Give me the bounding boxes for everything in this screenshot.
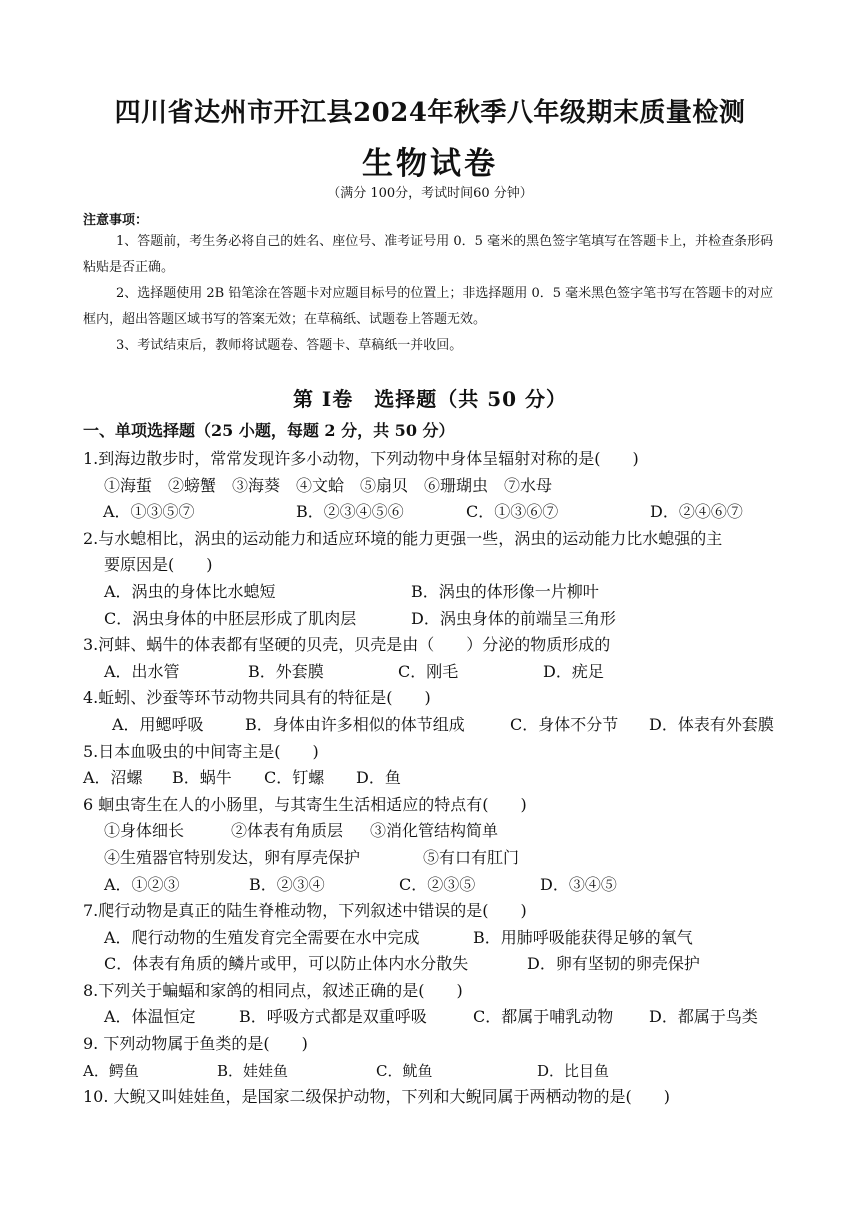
question-4-option-a[interactable]: A．用鳃呼吸 bbox=[112, 714, 204, 734]
question-2-option-d[interactable]: D．涡虫身体的前端呈三角形 bbox=[411, 608, 616, 628]
question-1-option-b[interactable]: B．②③④⑤⑥ bbox=[296, 502, 404, 522]
question-8-option-d[interactable]: D．都属于鸟类 bbox=[649, 1007, 758, 1027]
question-2-stem-cont: 要原因是( ) bbox=[104, 555, 213, 575]
note-item-3: 3、考试结束后，教师将试题卷、答题卡、草稿纸一并收回。 bbox=[116, 338, 463, 353]
question-1-option-a[interactable]: A．①③⑤⑦ bbox=[103, 502, 195, 522]
question-9-option-d[interactable]: D．比目鱼 bbox=[537, 1061, 610, 1080]
question-6-option-a[interactable]: A．①②③ bbox=[104, 874, 180, 894]
question-5-stem: 5.日本血吸虫的中间寄主是( ) bbox=[83, 741, 319, 761]
question-10-stem: 10. 大鲵又叫娃娃鱼，是国家二级保护动物，下列和大鲵同属于两栖动物的是( ) bbox=[83, 1087, 671, 1107]
question-2-options-row2 bbox=[83, 606, 793, 633]
question-7-options-row1 bbox=[83, 925, 793, 952]
question-4-option-d[interactable]: D．体表有外套膜 bbox=[649, 714, 774, 734]
question-6-item-5: ⑤有口有肛门 bbox=[423, 847, 520, 867]
section-title: 第 Ⅰ卷 选择题（共 50 分） bbox=[292, 387, 568, 411]
question-3-options bbox=[83, 659, 793, 686]
question-7-option-b[interactable]: B．用肺呼吸能获得足够的氧气 bbox=[473, 927, 693, 947]
question-9-option-b[interactable]: B．娃娃鱼 bbox=[217, 1061, 289, 1080]
question-5-option-b[interactable]: B．蜗牛 bbox=[172, 768, 232, 788]
question-2-options-row1 bbox=[83, 579, 793, 606]
part-heading: 一、单项选择题（25 小题，每题 2 分，共 50 分） bbox=[83, 421, 455, 440]
question-1-items: ①海蜇 ②螃蟹 ③海葵 ④文蛤 ⑤扇贝 ⑥珊瑚虫 ⑦水母 bbox=[104, 475, 553, 495]
question-6-option-b[interactable]: B．②③④ bbox=[249, 874, 325, 894]
question-7-stem: 7.爬行动物是真正的陆生脊椎动物，下列叙述中错误的是( ) bbox=[83, 901, 527, 921]
question-5-option-c[interactable]: C．钉螺 bbox=[264, 768, 325, 788]
question-8-stem: 8.下列关于蝙蝠和家鸽的相同点，叙述正确的是( ) bbox=[83, 980, 463, 1000]
question-4-option-b[interactable]: B．身体由许多相似的体节组成 bbox=[245, 714, 465, 734]
note-item-2: 2、选择题使用 2B 铅笔涂在答题卡对应题目标号的位置上；非选择题用 0．5 毫米黑色签字笔书写在答题卡的对应框内，超出答题区域书写的答案无效；在草稿纸、试题卷上答题无效。 bbox=[83, 286, 774, 327]
question-1-options bbox=[83, 499, 793, 526]
question-8-option-a[interactable]: A．体温恒定 bbox=[104, 1007, 196, 1027]
question-6-option-c[interactable]: C．②③⑤ bbox=[399, 874, 476, 894]
notes-heading: 注意事项： bbox=[83, 213, 149, 228]
question-8-option-c[interactable]: C．都属于哺乳动物 bbox=[473, 1007, 614, 1027]
question-2-stem: 2.与水螅相比，涡虫的运动能力和适应环境的能力更强一些，涡虫的运动能力比水螅强的主 bbox=[83, 528, 723, 548]
question-4-stem: 4.蚯蚓、沙蚕等环节动物共同具有的特征是( ) bbox=[83, 688, 431, 708]
question-6-items-row2 bbox=[83, 845, 793, 872]
question-9-stem: 9. 下列动物属于鱼类的是( ) bbox=[83, 1034, 308, 1054]
question-9-option-c[interactable]: C．鱿鱼 bbox=[376, 1061, 433, 1080]
question-list bbox=[83, 446, 793, 1111]
question-6-item-4: ④生殖器官特别发达，卵有厚壳保护 bbox=[104, 847, 361, 867]
question-4-options bbox=[83, 712, 793, 739]
exam-title: 四川省达州市开江县2024年秋季八年级期末质量检测 bbox=[114, 98, 746, 128]
question-6-item-2: ②体表有角质层 bbox=[231, 821, 344, 841]
question-2-option-b[interactable]: B．涡虫的体形像一片柳叶 bbox=[411, 581, 599, 601]
question-4-option-c[interactable]: C．身体不分节 bbox=[510, 714, 619, 734]
question-9-options bbox=[83, 1058, 793, 1085]
question-7-option-d[interactable]: D．卵有坚韧的卵壳保护 bbox=[527, 954, 700, 974]
question-9-option-a[interactable]: A．鳄鱼 bbox=[83, 1061, 139, 1080]
question-7-options-row2 bbox=[83, 951, 793, 978]
question-3-option-b[interactable]: B．外套膜 bbox=[248, 661, 324, 681]
question-5-option-d[interactable]: D．鱼 bbox=[356, 768, 401, 788]
exam-info: （满分 100分，考试时间60 分钟） bbox=[327, 186, 533, 201]
question-6-item-1: ①身体细长 bbox=[104, 821, 185, 841]
question-6-option-d[interactable]: D．③④⑤ bbox=[540, 874, 617, 894]
question-8-option-b[interactable]: B．呼吸方式都是双重呼吸 bbox=[239, 1007, 427, 1027]
question-6-options bbox=[83, 872, 793, 899]
question-3-option-c[interactable]: C．刚毛 bbox=[398, 661, 459, 681]
subject-title: 生物试卷 bbox=[362, 146, 498, 182]
question-8-options bbox=[83, 1004, 793, 1031]
question-1-option-c[interactable]: C．①③⑥⑦ bbox=[466, 502, 559, 522]
question-3-stem: 3.河蚌、蜗牛的体表都有坚硬的贝壳，贝壳是由（ ）分泌的物质形成的 bbox=[83, 635, 611, 655]
question-5-option-a[interactable]: A．沼螺 bbox=[83, 768, 143, 788]
question-2-option-a[interactable]: A．涡虫的身体比水螅短 bbox=[104, 581, 276, 601]
question-3-option-d[interactable]: D．疣足 bbox=[543, 661, 604, 681]
question-6-item-3: ③消化管结构简单 bbox=[370, 821, 499, 841]
question-2-option-c[interactable]: C．涡虫身体的中胚层形成了肌肉层 bbox=[104, 608, 357, 628]
question-3-option-a[interactable]: A．出水管 bbox=[104, 661, 180, 681]
question-7-option-a[interactable]: A．爬行动物的生殖发育完全需要在水中完成 bbox=[104, 927, 420, 947]
question-7-option-c[interactable]: C．体表有角质的鳞片或甲，可以防止体内水分散失 bbox=[104, 954, 469, 974]
question-5-options bbox=[83, 765, 793, 792]
question-1-option-d[interactable]: D．②④⑥⑦ bbox=[650, 502, 743, 522]
question-6-stem: 6 蛔虫寄生在人的小肠里，与其寄生生活相适应的特点有( ) bbox=[83, 794, 527, 814]
question-6-items-row1 bbox=[83, 818, 793, 845]
question-1-stem: 1.到海边散步时，常常发现许多小动物，下列动物中身体呈辐射对称的是( ) bbox=[83, 449, 639, 468]
note-item-1: 1、答题前，考生务必将自己的姓名、座位号、准考证号用 0．5 毫米的黑色签字笔填写在答题卡上，并检查条形码粘贴是否正确。 bbox=[83, 234, 774, 275]
